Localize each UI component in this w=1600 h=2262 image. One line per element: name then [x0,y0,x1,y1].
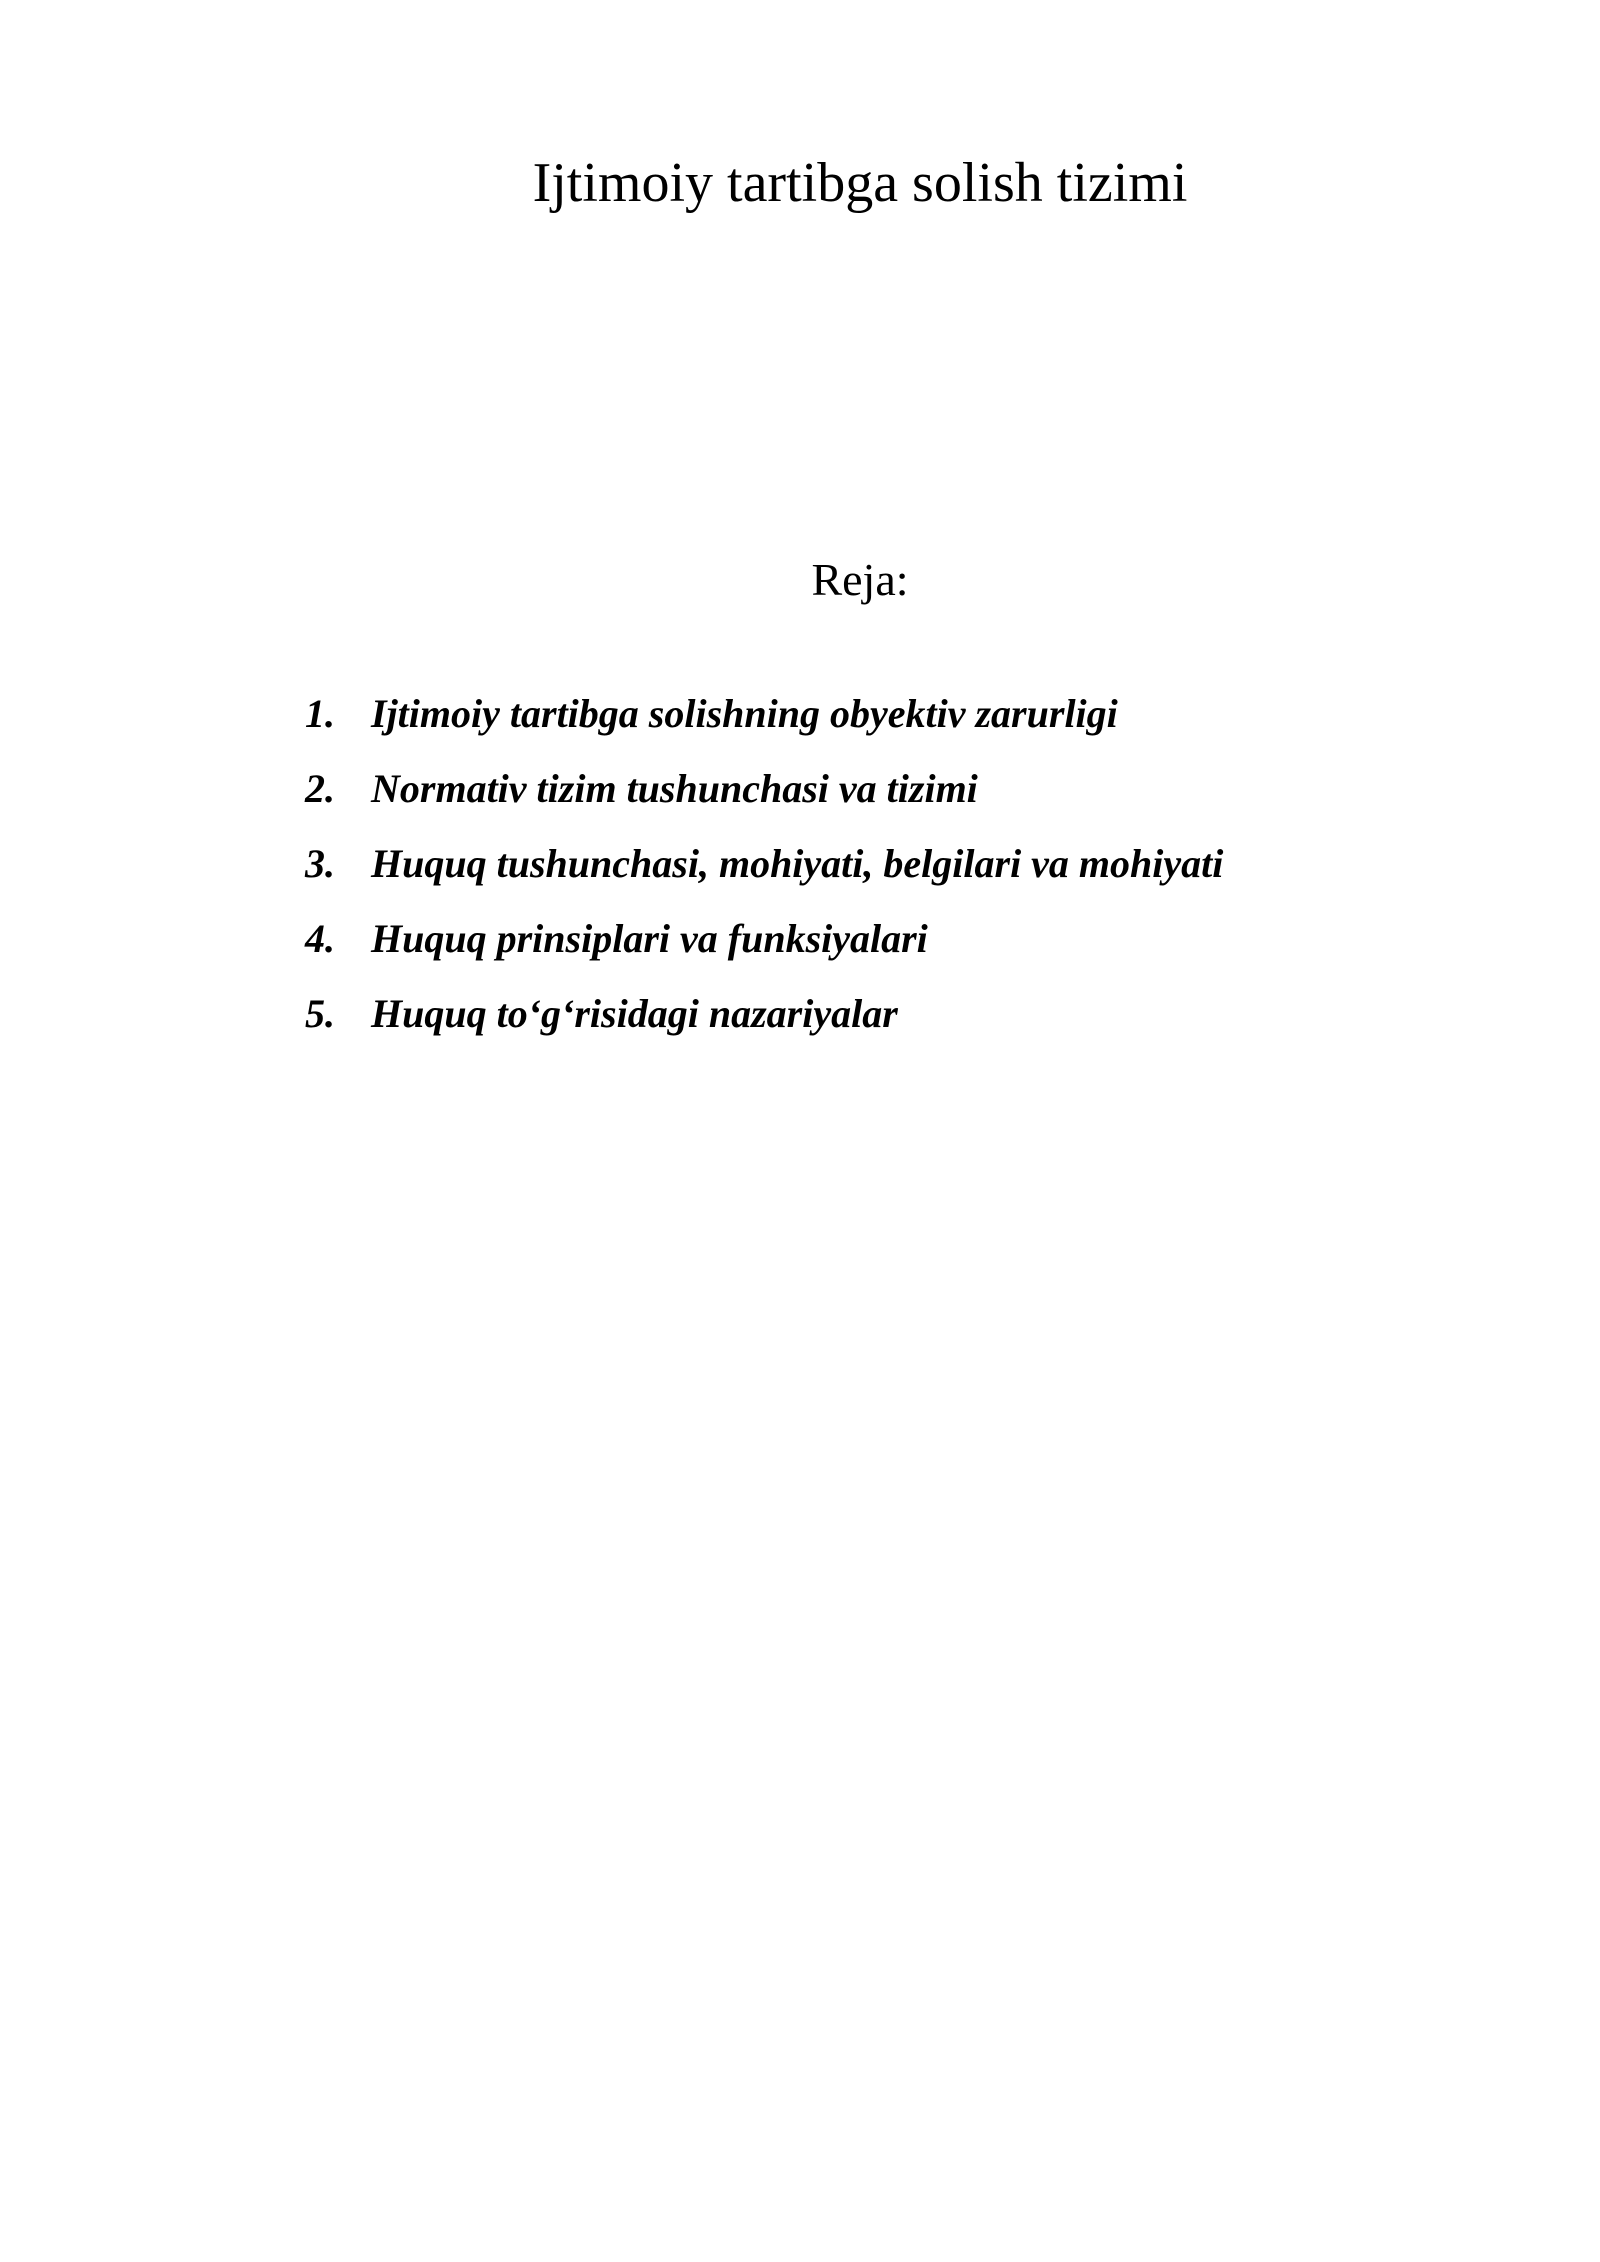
plan-item-number: 3. [305,841,335,886]
plan-item [305,915,1223,990]
plan-item [305,765,1223,840]
document-title: Ijtimoiy tartibga solish tizimi [532,152,1188,214]
plan-heading: Reja: [811,554,909,605]
plan-item [305,990,1223,1065]
plan-item-number: 4. [305,916,335,961]
plan-item [305,840,1223,915]
plan-item-number: 2. [305,766,335,811]
plan-item-number: 1. [305,691,335,736]
plan-item-text: Huquq to‘g‘risidagi nazariyalar [371,991,898,1036]
plan-item-text: Huquq prinsiplari va funksiyalari [371,916,928,961]
plan-item [305,690,1223,765]
plan-list [305,690,1223,1065]
plan-item-text: Normativ tizim tushunchasi va tizimi [371,766,978,811]
plan-item-text: Huquq tushunchasi, mohiyati, belgilari va mohiyati [371,841,1224,886]
plan-item-text: Ijtimoiy tartibga solishning obyektiv zarurligi [371,691,1118,736]
plan-item-number: 5. [305,991,335,1036]
